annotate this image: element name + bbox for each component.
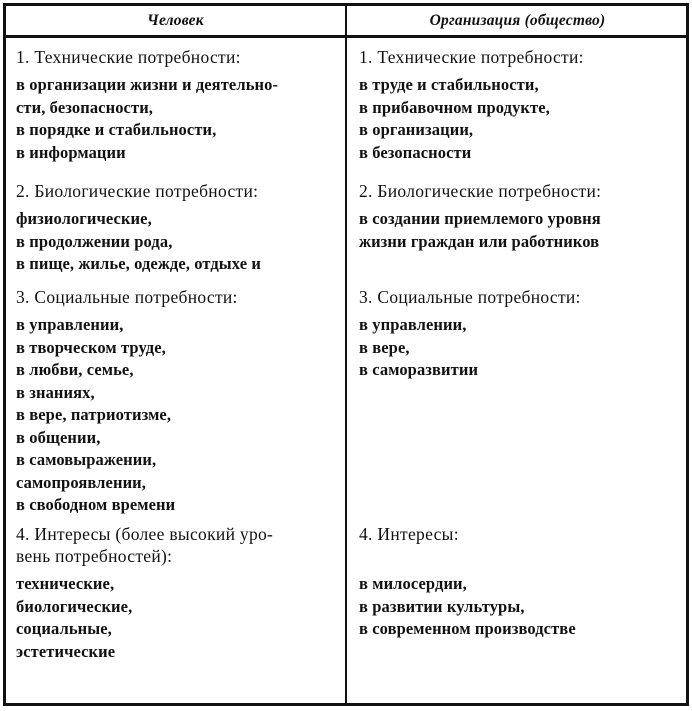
row-2-human-title: 2. Биологические потребности: — [16, 181, 259, 201]
list-item: в самовыражении, — [16, 450, 157, 469]
list-item: в труде и стабильности, — [359, 75, 539, 94]
row-3-human-title: 3. Социальные потребности: — [16, 287, 238, 307]
list-item: в прибавочном продукте, — [359, 97, 550, 117]
row-1-organization-title: 1. Технические потребности: — [359, 47, 584, 67]
header-human-label: Человек — [147, 11, 204, 29]
list-item: в управлении, — [16, 315, 124, 334]
row-1-organization-cell — [347, 38, 686, 172]
row-3-organization-title: 3. Социальные потребности: — [359, 287, 581, 307]
list-item: в свободном времени — [16, 495, 176, 514]
list-item: в безопасности — [359, 142, 472, 162]
list-item: сти, безопасности, — [16, 97, 154, 117]
header-human — [6, 6, 347, 38]
row-2-organization-title: 2. Биологические потребности: — [359, 181, 602, 201]
list-item: в общении, — [16, 427, 101, 447]
row-3-organization-cell — [347, 278, 686, 517]
needs-comparison-table — [3, 3, 689, 706]
row-1-human-list — [16, 74, 335, 164]
list-item: эстетические — [16, 641, 116, 661]
row-4-human-list — [16, 573, 335, 663]
list-item: в пище, жилье, одежде, отдыхе и — [16, 254, 261, 273]
list-item: в управлении, — [359, 315, 467, 334]
row-4-human-title-line-1: 4. Интересы (более высокий уро- — [16, 524, 274, 544]
row-4-human-cell — [6, 517, 347, 703]
list-item: в продолжении рода, — [16, 231, 173, 251]
row-2-human-list — [16, 208, 335, 278]
row-2-human-cell — [6, 172, 347, 278]
row-3-organization-list — [359, 314, 676, 382]
list-item: в порядке и стабильности, — [16, 120, 217, 139]
header-organization — [347, 6, 686, 38]
list-item: в вере, патриотизме, — [16, 405, 172, 424]
list-item: физиологические, — [16, 209, 152, 228]
list-item: в развитии культуры, — [359, 596, 525, 616]
list-item: в организации, — [359, 120, 474, 139]
list-item: в творческом труде, — [16, 337, 166, 357]
list-item: в создании приемлемого уровня — [359, 209, 601, 228]
row-3-human-list — [16, 314, 335, 517]
list-item: социальные, — [16, 619, 112, 638]
list-item: в современном производстве — [359, 619, 576, 638]
list-item: технические, — [16, 574, 115, 593]
row-1-organization-list — [359, 74, 676, 164]
list-item: биологические, — [16, 596, 133, 616]
header-organization-label: Организация (общество) — [429, 11, 606, 29]
row-2-organization-list — [359, 208, 676, 253]
list-item: в информации — [16, 142, 126, 162]
row-4-organization-list — [359, 573, 676, 641]
row-2-organization-cell — [347, 172, 686, 278]
row-4-organization-cell — [347, 517, 686, 703]
row-1-human-title: 1. Технические потребности: — [16, 47, 241, 67]
list-item: в организации жизни и деятельно- — [16, 75, 279, 94]
list-item: жизни граждан или работников — [359, 231, 600, 251]
list-item: в знаниях, — [16, 382, 95, 402]
row-4-organization-title: 4. Интересы: — [359, 524, 459, 544]
row-4-human-title-line-2: вень потребностей): — [16, 546, 173, 566]
list-item: в саморазвитии — [359, 360, 479, 379]
list-item: самопроявлении, — [16, 472, 147, 492]
row-4-human-title — [16, 523, 335, 567]
row-1-human-cell — [6, 38, 347, 172]
list-item: в вере, — [359, 337, 410, 357]
list-item: в любви, семье, — [16, 360, 134, 379]
row-3-human-cell — [6, 278, 347, 517]
list-item: в милосердии, — [359, 574, 467, 593]
